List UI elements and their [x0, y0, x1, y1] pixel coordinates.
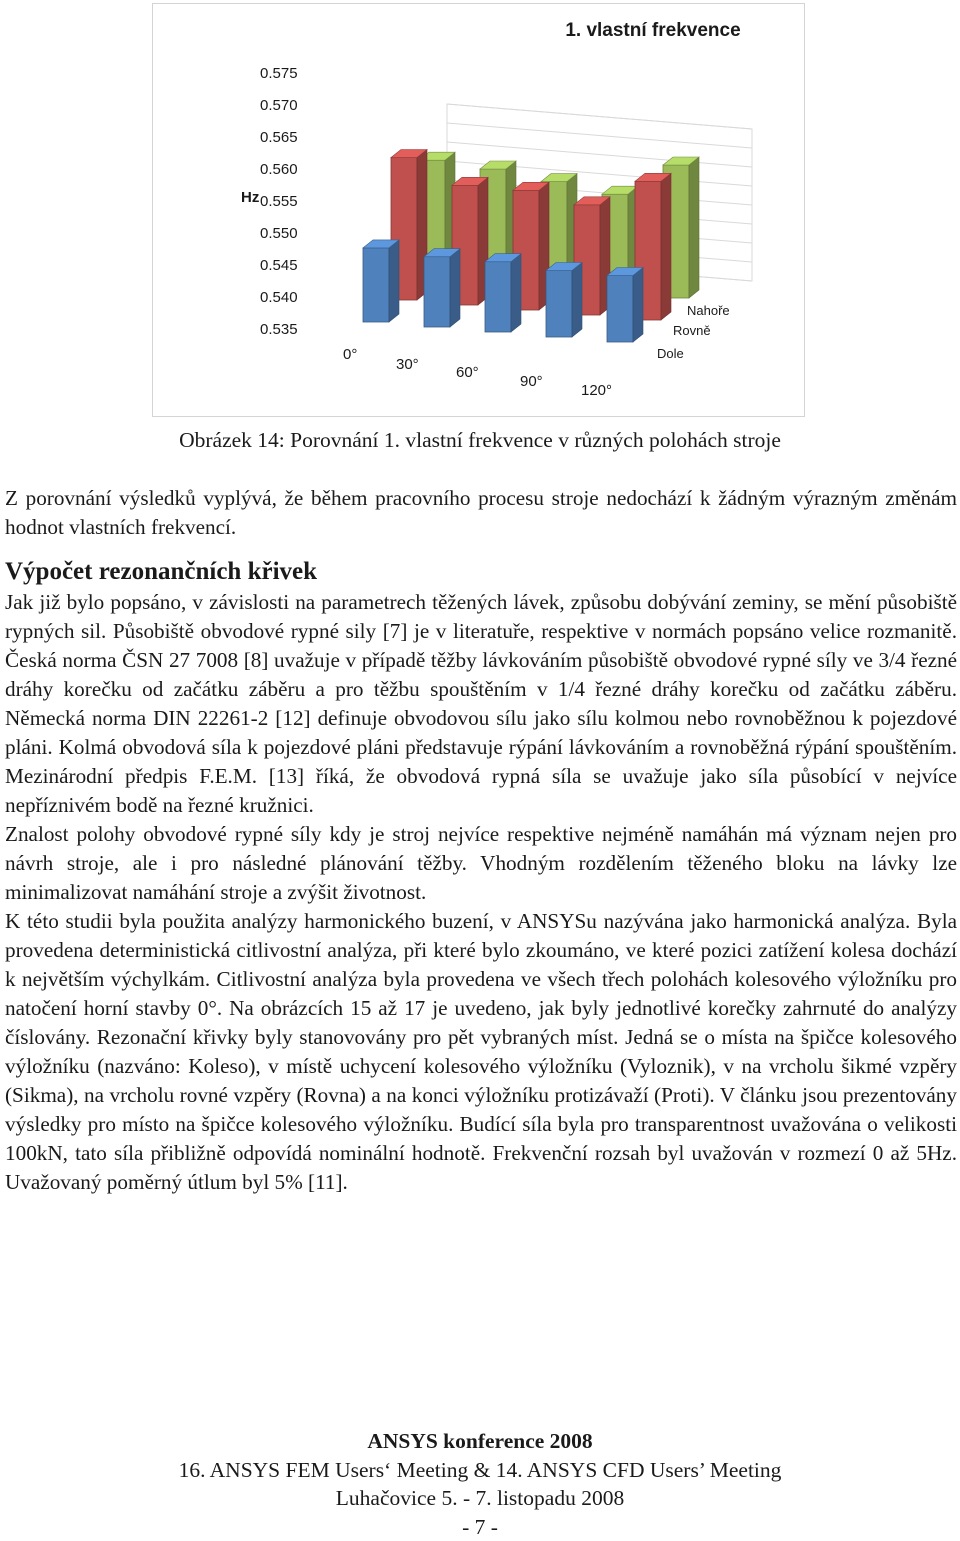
bar-side [633, 268, 643, 343]
bar-front [546, 271, 572, 338]
bar-side [511, 254, 521, 332]
body-text [5, 484, 957, 1197]
y-tick-label: 0.545 [260, 257, 298, 274]
x-tick-label: 0° [343, 346, 357, 363]
y-tick-label: 0.565 [260, 129, 298, 146]
section-heading: Výpočet rezonančních křivek [5, 556, 957, 588]
y-tick-label: 0.570 [260, 97, 298, 114]
chart-figure [152, 3, 805, 417]
series-depth-label: Rovně [673, 323, 711, 338]
paragraph-znalost-polohy: Znalost polohy obvodové rypné síly kdy je stroj nejvíce respektive nejméně namáhán má význam nejen pro návrh stroje, ale i pro následné plánování těžby. Vhodným rozdělením těženého bloku na lávky lze minimalizovat namáhání stroje a zvýšit životnost. [5, 820, 957, 907]
y-tick-label: 0.560 [260, 161, 298, 178]
page-footer [0, 1427, 960, 1541]
footer-place-date: Luhačovice 5. - 7. listopadu 2008 [0, 1484, 960, 1513]
y-tick-label: 0.550 [260, 225, 298, 242]
paragraph-harmonicka-analyza: K této studii byla použita analýzy harmonického buzení, v ANSYSu nazývána jako harmonická analýza. Byla provedena deterministická citlivostní analýza, při které bylo zkoumáno, ve které pozici zatížení kolesa dochází k největším výchylkám. Citlivostní analýza byla provedena ve všech třech polohách kolesového výložníku pro natočení horní stavby 0°. Na obrázcích 15 až 17 je uvedeno, jak byly jednotlivé korečky zahrnuté do analýzy číslovány. Rezonační křivky byly stanovovány pro pět vybraných míst. Jedná se o místa na špičce kolesového výložníku (nazváno: Koleso), v místě uchycení kolesového výložníku (Vyloznik), v na vrcholu šikmé vzpěry (Sikma), na vrcholu rovné vzpěry (Rovna) a na konci výložníku protizávaží (Proti). V článku jsou prezentovány výsledky pro místo na špičce kolesového výložníku. Budící síla byla pro transparentnost uvažována o velikosti 100kN, tato síla přibližně odpovídá nominální hodnotě. Frekvenční rozsah byl uvažován v rozmezí 0 až 5Hz. Uvažovaný poměrný útlum byl 5% [11]. [5, 907, 957, 1197]
y-axis-label: Hz [241, 189, 259, 206]
series-depth-label: Nahoře [687, 303, 730, 318]
bar-side [661, 173, 671, 320]
x-tick-label: 30° [396, 356, 419, 373]
bar-side [689, 157, 699, 298]
y-tick-label: 0.535 [260, 321, 298, 338]
bar-front [485, 262, 511, 332]
bar-front [424, 257, 450, 327]
y-tick-label: 0.555 [260, 193, 298, 210]
paragraph-conclusion: Z porovnání výsledků vyplývá, že během pracovního procesu stroje nedochází k žádným výrazným změnám hodnot vlastních frekvencí. [5, 484, 957, 542]
footer-meeting: 16. ANSYS FEM Users‘ Meeting & 14. ANSYS CFD Users’ Meeting [0, 1456, 960, 1485]
x-tick-label: 120° [581, 382, 612, 399]
bar-side [450, 249, 460, 327]
chart-title: 1. vlastní frekvence [565, 20, 740, 41]
bar-side [572, 263, 582, 338]
y-tick-label: 0.540 [260, 289, 298, 306]
page-number: - 7 - [0, 1513, 960, 1541]
footer-conference: ANSYS konference 2008 [0, 1427, 960, 1456]
bar-front [363, 248, 389, 322]
y-tick-label: 0.575 [260, 65, 298, 82]
series-depth-label: Dole [657, 346, 684, 361]
figure-caption: Obrázek 14: Porovnání 1. vlastní frekvence v různých polohách stroje [0, 426, 960, 454]
bar-front [607, 276, 633, 343]
bar-side [389, 240, 399, 322]
paragraph-rypne-sily: Jak již bylo popsáno, v závislosti na parametrech těžených lávek, způsobu dobývání zeminy, se mění působiště rypných sil. Působiště obvodové rypné sily [7] je v literatuře, respektive v normách popsáno velice rozmanitě. Česká norma ČSN 27 7008 [8] uvažuje v případě těžby lávkováním působiště obvodové rypné síly ve 3/4 řezné dráhy korečku od začátku záběru a pro těžbu spouštěním v 1/4 řezné dráhy korečku od začátku záběru. Německá norma DIN 22261-2 [12] definuje obvodovou sílu jako sílu kolmou nebo rovnoběžnou k pojezdové pláni. Kolmá obvodová síla k pojezdové pláni představuje rýpání lávkováním a rovnoběžná rýpání spouštěním. Mezinárodní předpis F.E.M. [13] říká, že obvodová rypná síla se uvažuje jako síla působící v nejvíce nepříznivém bodě na řezné kružnici. [5, 588, 957, 820]
x-tick-label: 60° [456, 364, 479, 381]
x-tick-label: 90° [520, 373, 543, 390]
bar-chart-3d [153, 4, 806, 418]
